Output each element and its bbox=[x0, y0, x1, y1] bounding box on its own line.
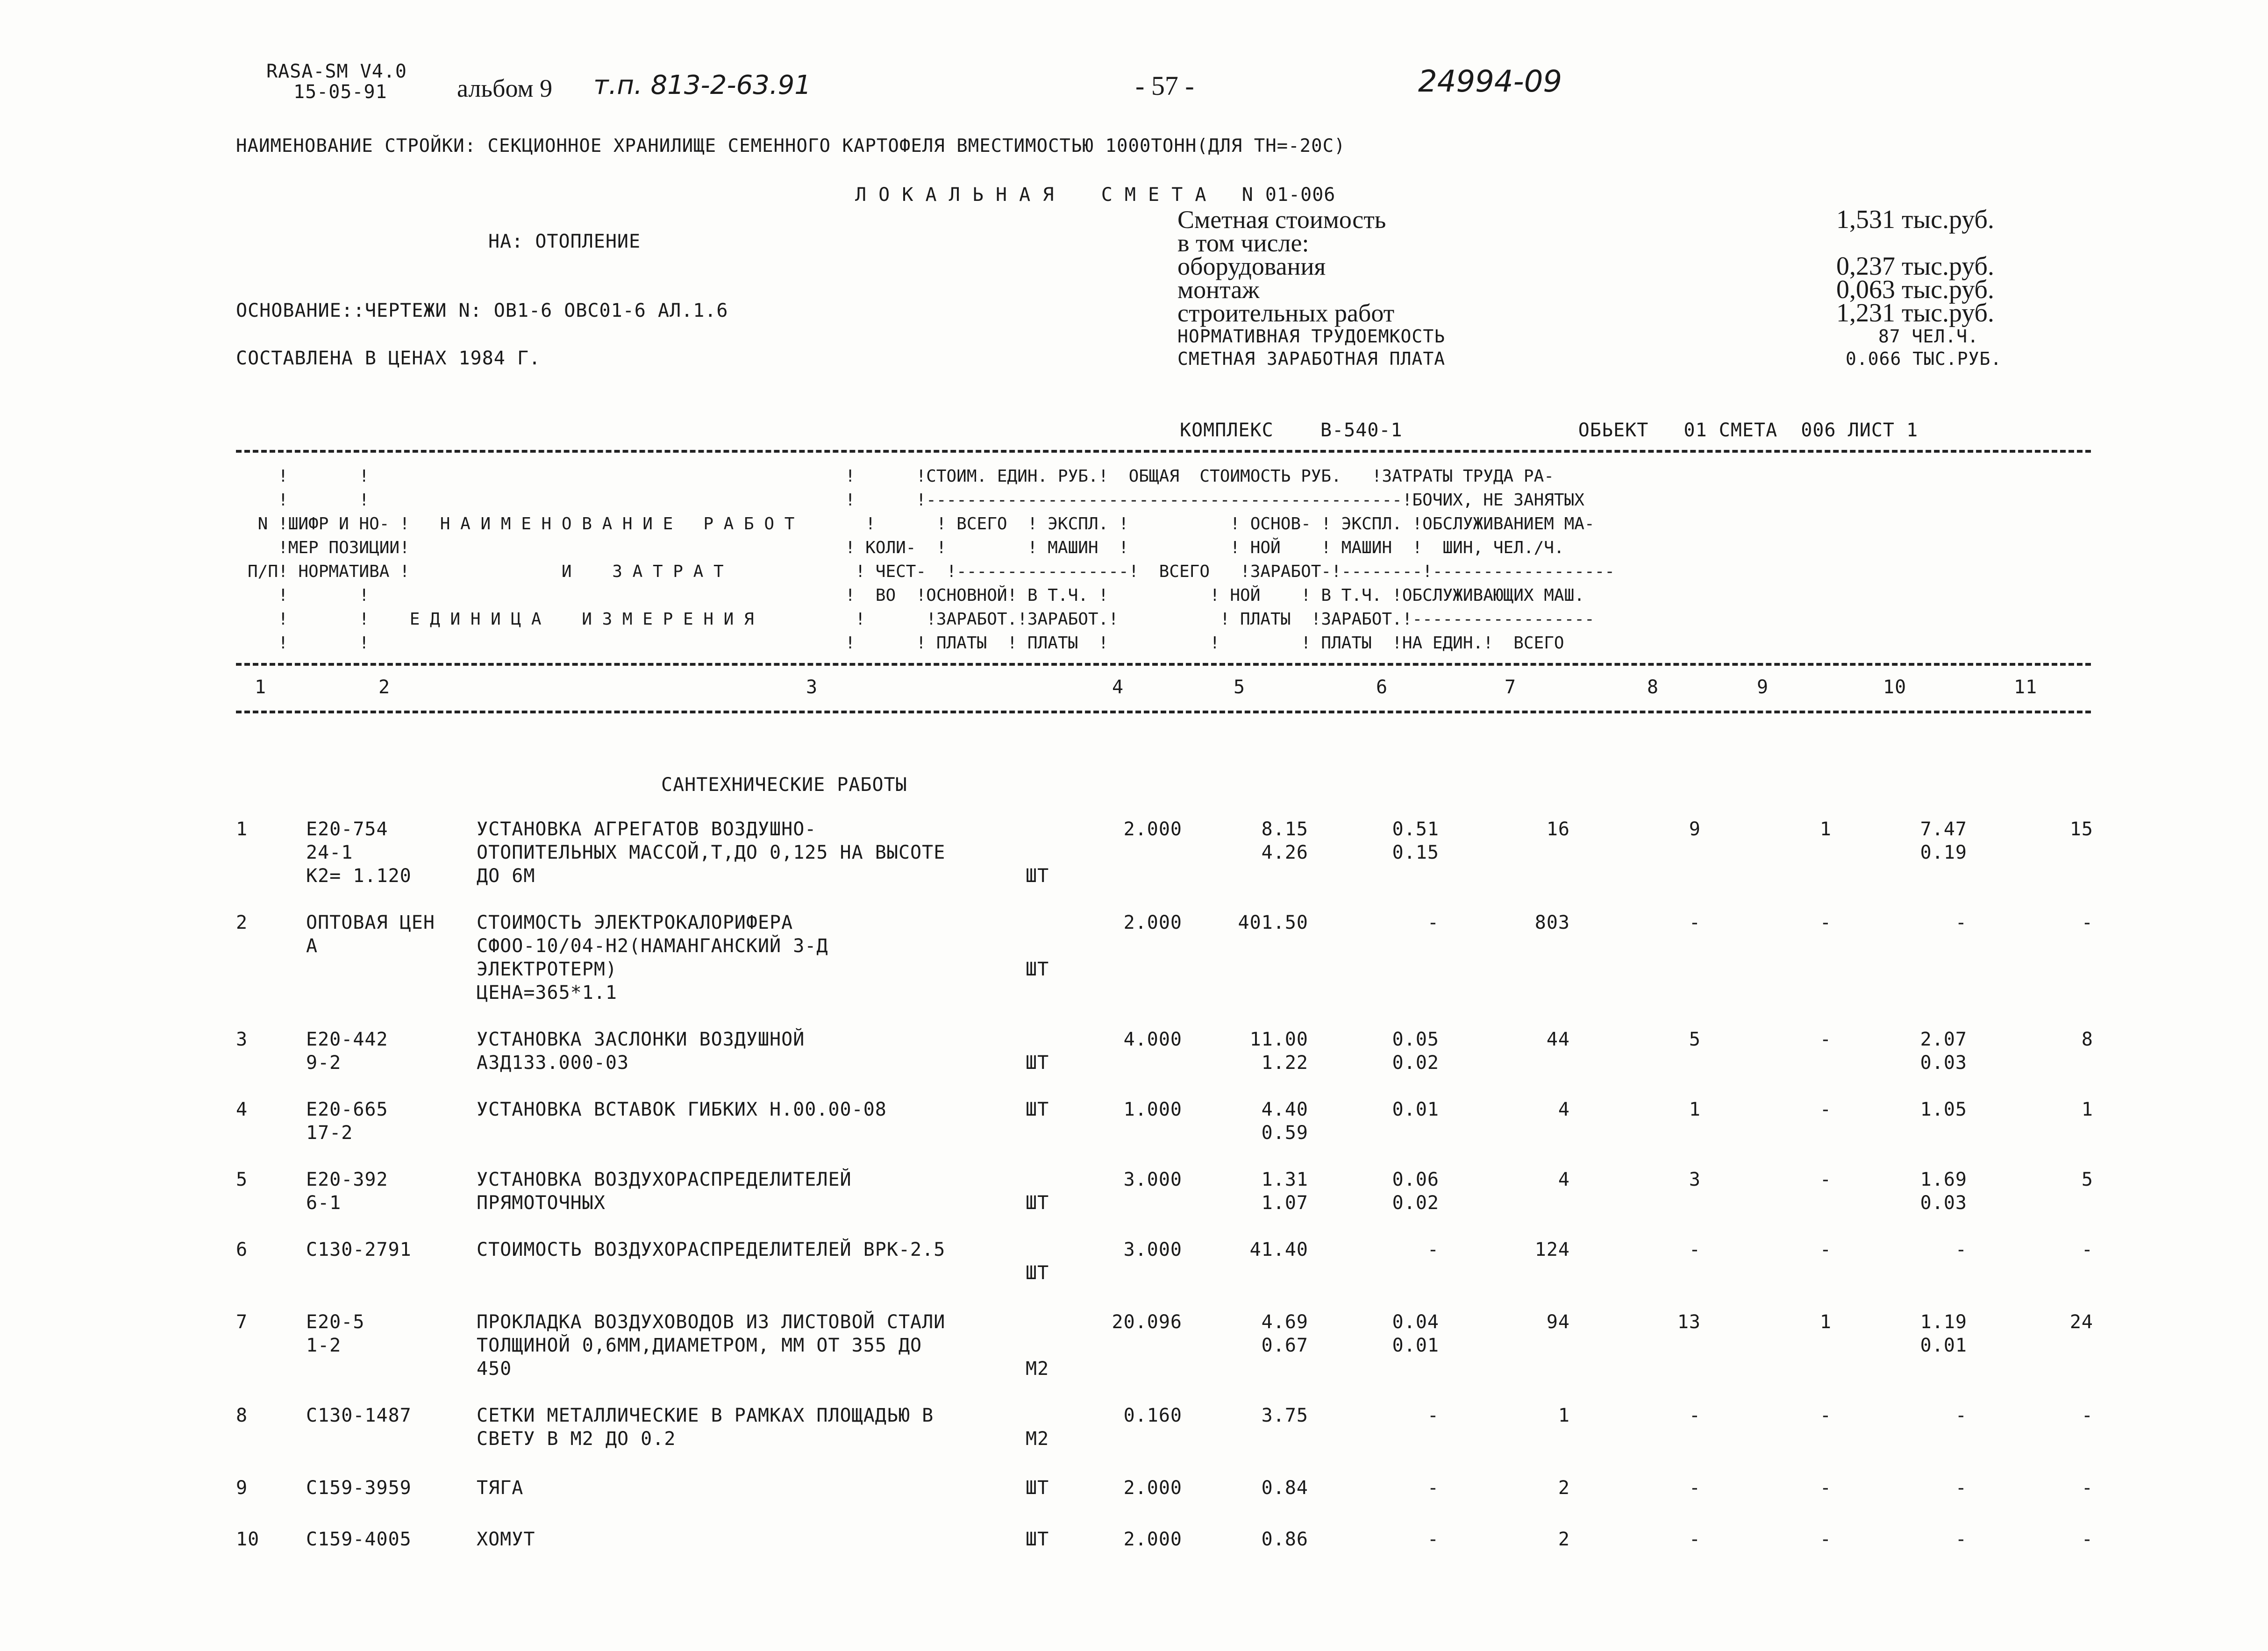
row-quantity: 4.000 bbox=[1123, 1029, 1182, 1050]
header-line: ! ! ! ВО !ОСНОВНОЙ! В Т.Ч. ! ! НОЙ ! В Т.Ч. !ОБСЛУЖИВАЮЩИХ МАШ. bbox=[248, 586, 1584, 605]
row-code: 1-2 bbox=[306, 1335, 342, 1356]
column-number: 1 bbox=[255, 676, 267, 698]
row-wages: - bbox=[1689, 1477, 1701, 1499]
row-machine-total: - bbox=[1819, 1477, 1832, 1499]
row-labor-unit: 0.19 bbox=[1920, 842, 1967, 863]
row-unit-cost: 0.59 bbox=[1261, 1122, 1308, 1144]
row-unit-cost: 1.31 bbox=[1261, 1169, 1308, 1190]
row-labor-unit: - bbox=[1955, 912, 1967, 933]
row-labor-unit: - bbox=[1955, 1239, 1967, 1260]
row-code: С159-3959 bbox=[306, 1477, 412, 1499]
row-total: 2 bbox=[1558, 1529, 1570, 1550]
row-machine-cost: - bbox=[1427, 1405, 1439, 1426]
row-labor-total: 24 bbox=[2069, 1311, 2093, 1333]
row-name: ПРОКЛАДКА ВОЗДУХОВОДОВ ИЗ ЛИСТОВОЙ СТАЛИ bbox=[477, 1311, 946, 1333]
row-wages: - bbox=[1689, 1239, 1701, 1260]
row-code: А bbox=[306, 935, 318, 957]
row-quantity: 2.000 bbox=[1123, 912, 1182, 933]
summary-label: оборудования bbox=[1177, 252, 1326, 280]
row-wages: - bbox=[1689, 912, 1701, 933]
row-name: ХОМУТ bbox=[477, 1529, 535, 1550]
summary-value: 0,063 тыс.руб. bbox=[1836, 275, 1994, 304]
row-machine-cost: 0.51 bbox=[1392, 818, 1439, 840]
row-labor-unit: - bbox=[1955, 1405, 1967, 1426]
row-unit: ШТ bbox=[1026, 1262, 1049, 1284]
row-machine-cost: 0.01 bbox=[1392, 1099, 1439, 1120]
column-number: 8 bbox=[1647, 676, 1659, 698]
row-name: СФОО-10/04-Н2(НАМАНГАНСКИЙ З-Д bbox=[477, 935, 828, 957]
header-line: ! ! Е Д И Н И Ц А И З М Е Р Е Н И Я ! !ЗАРАБОТ.!ЗАРАБОТ.! ! ПЛАТЫ !ЗАРАБОТ.!------------------ bbox=[248, 610, 1595, 629]
row-unit: ШТ bbox=[1026, 1529, 1049, 1550]
row-name: 450 bbox=[477, 1358, 512, 1380]
row-machine-cost: 0.02 bbox=[1392, 1052, 1439, 1074]
wage-value: 0.066 ТЫС.РУБ. bbox=[1846, 349, 2002, 369]
summary-value: 1,531 тыс.руб. bbox=[1836, 205, 1994, 234]
complex-object-line: КОМПЛЕКС В-540-1 ОБЬЕКТ 01 СМЕТА 006 ЛИСТ 1 bbox=[1180, 420, 1919, 441]
row-name: АЗД133.000-03 bbox=[477, 1052, 629, 1074]
row-code: С130-1487 bbox=[306, 1405, 412, 1426]
row-labor-total: - bbox=[2081, 1405, 2093, 1426]
row-labor-unit: 2.07 bbox=[1920, 1029, 1967, 1050]
row-labor-total: - bbox=[2081, 1239, 2093, 1260]
row-unit: М2 bbox=[1026, 1358, 1049, 1380]
row-unit-cost: 4.26 bbox=[1261, 842, 1308, 863]
section-title: САНТЕХНИЧЕСКИЕ РАБОТЫ bbox=[661, 774, 907, 796]
column-number: 2 bbox=[378, 676, 391, 698]
column-number: 11 bbox=[2014, 676, 2038, 698]
row-code: 6-1 bbox=[306, 1192, 342, 1214]
row-total: 1 bbox=[1558, 1405, 1570, 1426]
row-unit-cost: 41.40 bbox=[1249, 1239, 1308, 1260]
row-labor-unit: 1.19 bbox=[1920, 1311, 1967, 1333]
row-total: 124 bbox=[1534, 1239, 1570, 1260]
row-name: ПРЯМОТОЧНЫХ bbox=[477, 1192, 606, 1214]
row-labor-unit: - bbox=[1955, 1529, 1967, 1550]
row-machine-cost: 0.05 bbox=[1392, 1029, 1439, 1050]
summary-label: строительных работ bbox=[1177, 299, 1395, 327]
column-number: 9 bbox=[1757, 676, 1769, 698]
row-unit-cost: 1.22 bbox=[1261, 1052, 1308, 1074]
row-unit: ШТ bbox=[1026, 1099, 1049, 1120]
row-unit: ШТ bbox=[1026, 1477, 1049, 1499]
estimate-title: Л О К А Л Ь Н А Я С М Е Т А N 01-006 bbox=[855, 184, 1336, 206]
row-code: К2= 1.120 bbox=[306, 865, 412, 887]
row-unit-cost: 3.75 bbox=[1261, 1405, 1308, 1426]
row-wages: 13 bbox=[1677, 1311, 1701, 1333]
column-number: 7 bbox=[1505, 676, 1517, 698]
row-unit-cost: 0.67 bbox=[1261, 1335, 1308, 1356]
header-line: !МЕР ПОЗИЦИИ! ! КОЛИ- ! ! МАШИН ! ! НОЙ ! МАШИН ! ШИН, ЧЕЛ./Ч. bbox=[248, 538, 1564, 557]
row-machine-total: - bbox=[1819, 1029, 1832, 1050]
row-unit-cost: 11.00 bbox=[1249, 1029, 1308, 1050]
row-number: 1 bbox=[236, 818, 248, 840]
row-unit: ШТ bbox=[1026, 1052, 1049, 1074]
row-name: УСТАНОВКА ВСТАВОК ГИБКИХ Н.00.00-08 bbox=[477, 1099, 887, 1120]
row-code: Е20-754 bbox=[306, 818, 388, 840]
row-name: ЦЕНА=365*1.1 bbox=[477, 982, 617, 1003]
row-unit-cost: 0.84 bbox=[1261, 1477, 1308, 1499]
row-total: 4 bbox=[1558, 1169, 1570, 1190]
row-machine-cost: - bbox=[1427, 1477, 1439, 1499]
row-machine-total: 1 bbox=[1819, 1311, 1832, 1333]
row-code: Е20-392 bbox=[306, 1169, 388, 1190]
summary-label: монтаж bbox=[1177, 276, 1260, 304]
rule-top bbox=[236, 450, 2091, 453]
row-name: СТОИМОСТЬ ВОЗДУХОРАСПРЕДЕЛИТЕЛЕЙ ВРК-2.5 bbox=[477, 1239, 946, 1260]
estimate-for: НА: ОТОПЛЕНИЕ bbox=[488, 231, 641, 252]
row-name: УСТАНОВКА ЗАСЛОНКИ ВОЗДУШНОЙ bbox=[477, 1029, 805, 1050]
row-code: С159-4005 bbox=[306, 1529, 412, 1550]
row-unit-cost: 1.07 bbox=[1261, 1192, 1308, 1214]
row-quantity: 2.000 bbox=[1123, 1477, 1182, 1499]
row-unit: ШТ bbox=[1026, 865, 1049, 887]
row-machine-cost: - bbox=[1427, 912, 1439, 933]
row-machine-total: - bbox=[1819, 1239, 1832, 1260]
labor-value: 87 ЧЕЛ.Ч. bbox=[1878, 326, 1979, 347]
row-number: 2 bbox=[236, 912, 248, 933]
row-code: Е20-442 bbox=[306, 1029, 388, 1050]
row-unit-cost: 8.15 bbox=[1261, 818, 1308, 840]
row-machine-total: - bbox=[1819, 1169, 1832, 1190]
row-machine-total: 1 bbox=[1819, 818, 1832, 840]
row-wages: 3 bbox=[1689, 1169, 1701, 1190]
row-machine-cost: 0.01 bbox=[1392, 1335, 1439, 1356]
row-number: 4 bbox=[236, 1099, 248, 1120]
row-unit: М2 bbox=[1026, 1428, 1049, 1450]
row-wages: 9 bbox=[1689, 818, 1701, 840]
row-name: ОТОПИТЕЛЬНЫХ МАССОЙ,Т,ДО 0,125 НА ВЫСОТЕ bbox=[477, 842, 946, 863]
row-quantity: 2.000 bbox=[1123, 1529, 1182, 1550]
row-code: Е20-665 bbox=[306, 1099, 388, 1120]
header-line: ! ! ! !СТОИМ. ЕДИН. РУБ.! ОБЩАЯ СТОИМОСТЬ РУБ. !ЗАТРАТЫ ТРУДА РА- bbox=[248, 467, 1554, 486]
row-number: 8 bbox=[236, 1405, 248, 1426]
row-labor-unit: - bbox=[1955, 1477, 1967, 1499]
row-labor-unit: 0.01 bbox=[1920, 1335, 1967, 1356]
summary-label: Сметная стоимость bbox=[1177, 206, 1386, 234]
row-wages: - bbox=[1689, 1529, 1701, 1550]
row-unit-cost: 401.50 bbox=[1238, 912, 1308, 933]
row-total: 803 bbox=[1534, 912, 1570, 933]
header-line: ! ! ! ! ПЛАТЫ ! ПЛАТЫ ! ! ! ПЛАТЫ !НА ЕДИН.! ВСЕГО bbox=[248, 633, 1564, 653]
row-code: 17-2 bbox=[306, 1122, 353, 1144]
row-name: СВЕТУ В М2 ДО 0.2 bbox=[477, 1428, 676, 1450]
row-name: ДО 6М bbox=[477, 865, 535, 887]
row-quantity: 0.160 bbox=[1123, 1405, 1182, 1426]
summary-value: 1,231 тыс.руб. bbox=[1836, 299, 1994, 327]
row-machine-cost: - bbox=[1427, 1529, 1439, 1550]
estimate-basis: ОСНОВАНИЕ::ЧЕРТЕЖИ N: ОВ1-6 ОВС01-6 АЛ.1.6 bbox=[236, 300, 728, 321]
row-labor-unit: 1.05 bbox=[1920, 1099, 1967, 1120]
row-unit: ШТ bbox=[1026, 1192, 1049, 1214]
row-quantity: 1.000 bbox=[1123, 1099, 1182, 1120]
labor-label: НОРМАТИВНАЯ ТРУДОЕМКОСТЬ bbox=[1177, 326, 1446, 347]
row-code: 9-2 bbox=[306, 1052, 342, 1074]
row-labor-total: 15 bbox=[2069, 818, 2093, 840]
album-reference: т.п. 813-2-63.91 bbox=[593, 70, 811, 100]
row-quantity: 2.000 bbox=[1123, 818, 1182, 840]
wage-label: СМЕТНАЯ ЗАРАБОТНАЯ ПЛАТА bbox=[1177, 349, 1446, 369]
row-labor-total: - bbox=[2081, 912, 2093, 933]
column-number: 6 bbox=[1376, 676, 1388, 698]
row-labor-unit: 7.47 bbox=[1920, 818, 1967, 840]
row-unit-cost: 0.86 bbox=[1261, 1529, 1308, 1550]
row-labor-total: 8 bbox=[2081, 1029, 2093, 1050]
row-name: ТЯГА bbox=[477, 1477, 524, 1499]
row-number: 10 bbox=[236, 1529, 260, 1550]
row-labor-unit: 1.69 bbox=[1920, 1169, 1967, 1190]
row-unit-cost: 4.69 bbox=[1261, 1311, 1308, 1333]
row-labor-total: - bbox=[2081, 1529, 2093, 1550]
column-number: 5 bbox=[1234, 676, 1246, 698]
row-total: 94 bbox=[1546, 1311, 1570, 1333]
row-machine-total: - bbox=[1819, 1405, 1832, 1426]
column-number: 4 bbox=[1112, 676, 1124, 698]
summary-label: в том числе: bbox=[1177, 229, 1309, 257]
estimate-prices: СОСТАВЛЕНА В ЦЕНАХ 1984 Г. bbox=[236, 348, 541, 369]
program-version: RASA-SM V4.0 bbox=[266, 61, 407, 82]
row-name: СТОИМОСТЬ ЭЛЕКТРОКАЛОРИФЕРА bbox=[477, 912, 793, 933]
row-machine-cost: 0.06 bbox=[1392, 1169, 1439, 1190]
row-number: 5 bbox=[236, 1169, 248, 1190]
row-machine-cost: 0.02 bbox=[1392, 1192, 1439, 1214]
row-quantity: 3.000 bbox=[1123, 1239, 1182, 1260]
row-labor-total: 1 bbox=[2081, 1099, 2093, 1120]
row-wages: 5 bbox=[1689, 1029, 1701, 1050]
album-label: альбом 9 bbox=[457, 74, 553, 102]
row-number: 7 bbox=[236, 1311, 248, 1333]
row-number: 6 bbox=[236, 1239, 248, 1260]
column-number: 10 bbox=[1883, 676, 1907, 698]
row-total: 2 bbox=[1558, 1477, 1570, 1499]
row-name: ТОЛЩИНОЙ 0,6ММ,ДИАМЕТРОМ, ММ ОТ 355 ДО bbox=[477, 1335, 922, 1356]
row-total: 4 bbox=[1558, 1099, 1570, 1120]
row-quantity: 20.096 bbox=[1112, 1311, 1182, 1333]
row-labor-total: 5 bbox=[2081, 1169, 2093, 1190]
row-unit-cost: 4.40 bbox=[1261, 1099, 1308, 1120]
print-date: 15-05-91 bbox=[293, 81, 387, 103]
row-quantity: 3.000 bbox=[1123, 1169, 1182, 1190]
row-wages: 1 bbox=[1689, 1099, 1701, 1120]
row-machine-cost: 0.15 bbox=[1392, 842, 1439, 863]
header-line: ! ! ! !-----------------------------------------------!БОЧИХ, НЕ ЗАНЯТЫХ bbox=[248, 491, 1584, 510]
row-code: ОПТОВАЯ ЦЕН bbox=[306, 912, 435, 933]
header-line: П/П! НОРМАТИВА ! И З А Т Р А Т ! ЧЕСТ- !-----------------! ВСЕГО !ЗАРАБОТ-!--------!------------------ bbox=[248, 562, 1615, 581]
row-machine-total: - bbox=[1819, 1529, 1832, 1550]
row-total: 16 bbox=[1546, 818, 1570, 840]
column-number: 3 bbox=[806, 676, 818, 698]
row-machine-cost: - bbox=[1427, 1239, 1439, 1260]
row-code: С130-2791 bbox=[306, 1239, 412, 1260]
row-machine-cost: 0.04 bbox=[1392, 1311, 1439, 1333]
summary-value: 0,237 тыс.руб. bbox=[1836, 252, 1994, 281]
rule-mid bbox=[236, 663, 2091, 666]
header-line: N !ШИФР И НО- ! Н А И М Е Н О В А Н И Е Р А Б О Т ! ! ВСЕГО ! ЭКСПЛ. ! ! ОСНОВ- ! ЭКСПЛ. !ОБСЛУЖИВАНИЕМ МА- bbox=[248, 514, 1595, 534]
row-number: 3 bbox=[236, 1029, 248, 1050]
row-labor-total: - bbox=[2081, 1477, 2093, 1499]
row-machine-total: - bbox=[1819, 912, 1832, 933]
row-machine-total: - bbox=[1819, 1099, 1832, 1120]
page-number: - 57 - bbox=[1135, 71, 1194, 101]
row-unit: ШТ bbox=[1026, 959, 1049, 980]
row-wages: - bbox=[1689, 1405, 1701, 1426]
document-number: 24994-09 bbox=[1418, 64, 1562, 99]
row-code: Е20-5 bbox=[306, 1311, 365, 1333]
row-total: 44 bbox=[1546, 1029, 1570, 1050]
row-name: УСТАНОВКА ВОЗДУХОРАСПРЕДЕЛИТЕЛЕЙ bbox=[477, 1169, 852, 1190]
construction-name: НАИМЕНОВАНИЕ СТРОЙКИ: СЕКЦИОННОЕ ХРАНИЛИЩЕ СЕМЕННОГО КАРТОФЕЛЯ ВМЕСТИМОСТЬЮ 1000ТОНН(ДЛЯ ТН=-20С) bbox=[236, 135, 1346, 157]
rule-bottom bbox=[236, 711, 2091, 713]
row-name: СЕТКИ МЕТАЛЛИЧЕСКИЕ В РАМКАХ ПЛОЩАДЬЮ В bbox=[477, 1405, 934, 1426]
row-name: УСТАНОВКА АГРЕГАТОВ ВОЗДУШНО- bbox=[477, 818, 817, 840]
row-labor-unit: 0.03 bbox=[1920, 1052, 1967, 1074]
row-code: 24-1 bbox=[306, 842, 353, 863]
row-name: ЭЛЕКТРОТЕРМ) bbox=[477, 959, 617, 980]
row-labor-unit: 0.03 bbox=[1920, 1192, 1967, 1214]
row-number: 9 bbox=[236, 1477, 248, 1499]
